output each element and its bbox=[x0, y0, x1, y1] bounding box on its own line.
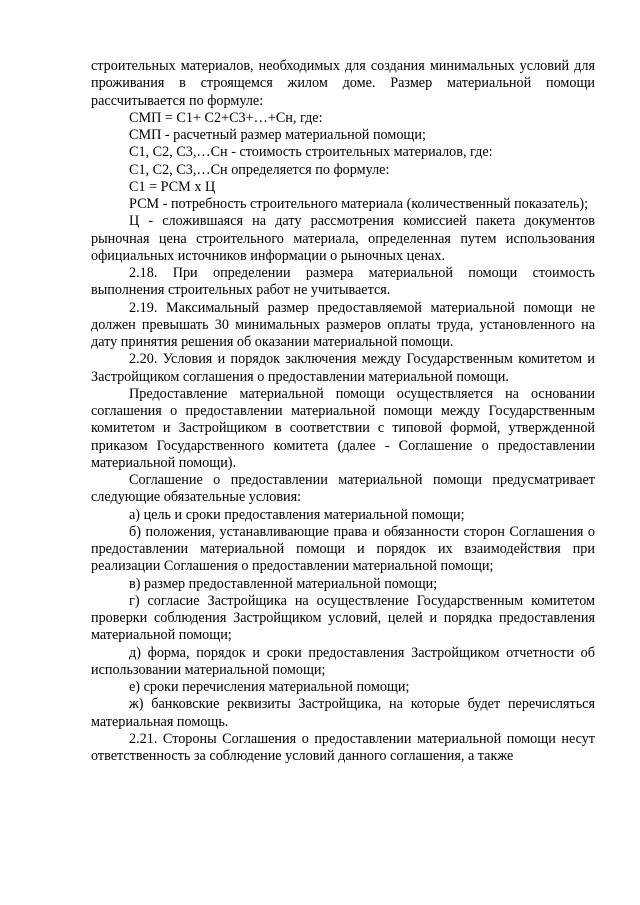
list-item: в) размер предоставленной материальной помощи; bbox=[129, 575, 438, 592]
clause-2-18: 2.18. При определении размера материальной помощи стоимость выполнения строительных работ не учитывается. bbox=[91, 265, 595, 299]
list-item: б) положения, устанавливающие права и обязанности сторон Соглашения о предоставлении материальной помощи и порядок их взаимодействия при реализации Соглашения о предоставлении материальной помощи; bbox=[91, 523, 595, 575]
clause-2-19: 2.19. Максимальный размер предоставляемой материальной помощи не должен превышать 30 минимальных размеров оплаты труда, установленного на дату принятия решения об оказании материальной помощи. bbox=[91, 299, 595, 350]
clause-2-21: 2.21. Стороны Соглашения о предоставлении материальной помощи несут ответственность за соблюдение условий данного соглашения, а также bbox=[91, 730, 595, 764]
paragraph: Предоставление материальной помощи осуществляется на основании соглашения о предоставлении материальной помощи между Государственным комитетом и Застройщиком в соответствии с типовой формой, утвержденной приказом Государственного комитета (далее - Соглашение о предоставлении материальной помощи). bbox=[91, 385, 595, 471]
list-item: ж) банковские реквизиты Застройщика, на которые будет перечисляться материальная помощь. bbox=[91, 696, 595, 730]
paragraph: строительных материалов, необходимых для создания минимальных условий для проживания в строящемся жилом доме. Размер материальной помощи рассчитывается по формуле: bbox=[91, 58, 595, 109]
list-item: а) цель и сроки предоставления материальной помощи; bbox=[129, 506, 465, 523]
formula-line: С1 = РСМ х Ц bbox=[129, 178, 216, 195]
list-item: д) форма, порядок и сроки предоставления Застройщиком отчетности об использовании материальной помощи; bbox=[91, 644, 595, 678]
paragraph: Ц - сложившаяся на дату рассмотрения комиссией пакета документов рыночная цена строительного материала, определенная путем использования официальных источников информации о рыночных ценах. bbox=[91, 213, 595, 264]
list-item: г) согласие Застройщика на осуществление Государственным комитетом проверки соблюдения Застройщиком условий, целей и порядка предоставления материальной помощи; bbox=[91, 592, 595, 644]
document-page bbox=[91, 58, 595, 765]
paragraph: РСМ - потребность строительного материала (количественный показатель); bbox=[129, 196, 589, 212]
list-item: е) сроки перечисления материальной помощи; bbox=[129, 679, 410, 695]
paragraph: Соглашение о предоставлении материальной помощи предусматривает следующие обязательные условия: bbox=[91, 472, 595, 506]
formula-definition: СМП - расчетный размер материальной помощи; bbox=[129, 127, 426, 143]
formula-line: СМП = С1+ С2+С3+…+Сн, где: bbox=[129, 109, 323, 126]
formula-definition: С1, С2, С3,…Сн - стоимость строительных материалов, где: bbox=[129, 144, 493, 161]
clause-2-20: 2.20. Условия и порядок заключения между Государственным комитетом и Застройщиком соглашения о предоставлении материальной помощи. bbox=[91, 351, 595, 385]
formula-definition: С1, С2, С3,…Сн определяется по формуле: bbox=[129, 161, 390, 178]
